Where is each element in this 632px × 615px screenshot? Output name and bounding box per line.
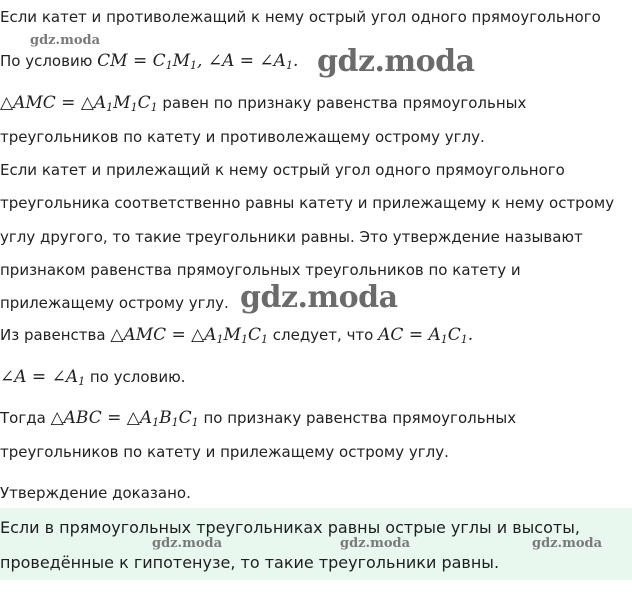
- text-line: углу другого, то такие треугольники равны. Это утверждение называют: [0, 228, 583, 246]
- text-line: признаком равенства прямоугольных треугольников по катету и: [0, 261, 521, 279]
- watermark-logo: gdz.moda: [317, 44, 475, 79]
- text-line: проведённые к гипотенузе, то такие треугольники равны.: [0, 553, 500, 572]
- watermark-logo: gdz.moda: [30, 33, 101, 48]
- watermark-logo: gdz.moda: [532, 536, 603, 551]
- text-line: ∠A = $\angle A_1$ по условию.: [0, 367, 186, 388]
- math-expression: CM = $C_1M_1$, ∠A = $\angle A_1$.: [97, 51, 299, 72]
- text-line: Тогда △ABC = $\triangle A_1B_1C_1$ по признаку равенства прямоугольных: [0, 408, 517, 429]
- math-expression: △ABC = $\triangle A_1B_1C_1$: [50, 408, 199, 429]
- text-line: треугольников по катету и прилежащему острому углу.: [0, 443, 449, 461]
- text-line: По условию CM = $C_1M_1$, ∠A = $\angle A_1$.: [0, 51, 299, 72]
- math-expression: ∠A = $\angle A_1$: [0, 367, 86, 388]
- math-expression: △AMC = $\triangle A_1M_1C_1$: [110, 325, 268, 346]
- watermark-logo: gdz.moda: [152, 536, 223, 551]
- math-expression: AC = $A_1C_1$.: [378, 325, 474, 346]
- text-line: △AMC = $\triangle A_1M_1C_1$ равен по признаку равенства прямоугольных: [0, 93, 527, 114]
- text-line: Если катет и прилежащий к нему острый угол одного прямоугольного: [0, 161, 565, 179]
- text-line: треугольников по катету и противолежащему острому углу.: [0, 128, 485, 146]
- text-line: Если катет и противолежащий к нему острый угол одного прямоугольного: [0, 8, 601, 26]
- watermark-logo: gdz.moda: [240, 280, 398, 315]
- text-line: Утверждение доказано.: [0, 484, 191, 502]
- highlight-block: [0, 508, 632, 580]
- math-expression: △AMC = $\triangle A_1M_1C_1$: [0, 93, 158, 114]
- text-line: Из равенства △AMC = $\triangle A_1M_1C_1$ следует, что AC = $A_1C_1$.: [0, 325, 474, 346]
- text-line: треугольника соответственно равны катету и прилежащему к нему острому: [0, 194, 615, 212]
- watermark-logo: gdz.moda: [340, 536, 411, 551]
- text-line: Если в прямоугольных треугольниках равны острые углы и высоты,: [0, 518, 580, 537]
- text-line: прилежащему острому углу.: [0, 294, 229, 312]
